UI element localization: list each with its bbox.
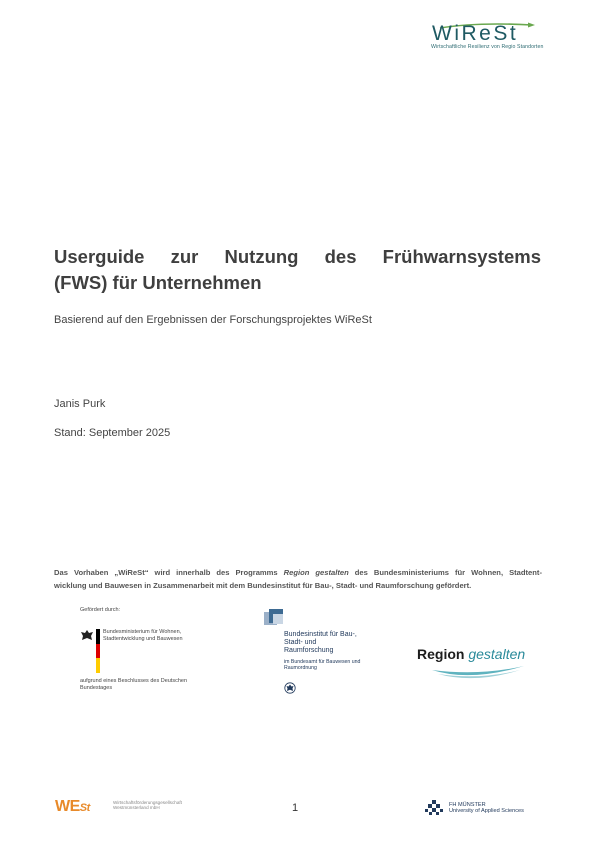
bbsr-name: Bundesinstitut für Bau-, Stadt- und Raumforschung: [284, 631, 357, 654]
document-author: Janis Purk: [54, 398, 106, 410]
federal-eagle-icon: [80, 629, 94, 643]
wirest-logo-text: WiReSt: [432, 22, 519, 45]
german-flag-icon: [96, 629, 100, 673]
funding-note-line2: wicklung und Bauwesen in Zusammenarbeit mit dem Bundesinstitut für Bau-, Stadt- und Raumforschung gefördert.: [54, 581, 472, 590]
bbsr-square-icon: [273, 614, 283, 624]
bmwsb-logo: [78, 607, 188, 697]
document-title: [54, 244, 541, 296]
document-date: Stand: September 2025: [54, 427, 171, 439]
document-title-line2: (FWS) für Unternehmen: [54, 272, 262, 293]
bbsr-logo: [262, 609, 372, 699]
fh-muenster-tagline: University of Applied Sciences: [449, 808, 524, 815]
region-word: Region: [417, 646, 465, 662]
west-logo-st: St: [79, 802, 90, 814]
bundestag-resolution-note: aufgrund eines Beschlusses des Deutschen Bundestages: [80, 678, 188, 691]
region-wave-icon: [430, 664, 526, 682]
west-logo-we: WE: [55, 798, 80, 815]
west-logo-subtitle: Wirtschaftsförderungsgesellschaft Westmünsterland mbH: [113, 800, 182, 811]
west-logo-text: [55, 798, 90, 816]
west-logo: [55, 798, 182, 818]
funding-note: [54, 566, 542, 592]
wirest-logo: [428, 22, 544, 54]
wirest-logo-subtitle: Wirtschaftliche Resilienz von Regio Standorten: [431, 44, 544, 50]
fh-muenster-name: FH MÜNSTER: [449, 802, 486, 808]
funding-program-name: Region gestalten: [283, 568, 349, 577]
bmwsb-name: Bundesministerium für Wohnen, Stadtentwicklung und Bauwesen: [103, 629, 183, 642]
fh-muenster-text: [449, 802, 524, 815]
funding-note-text: Das Vorhaben „WiReSt“ wird innerhalb des Programms: [54, 568, 284, 577]
bbsr-subtitle: im Bundesamt für Bauwesen und Raumordnung: [284, 659, 361, 671]
fh-muenster-logo: [425, 800, 540, 818]
document-title-line1: Userguide zur Nutzung des Frühwarnsystems: [54, 246, 541, 267]
page-number: 1: [292, 802, 299, 814]
gestalten-word: gestalten: [468, 646, 526, 662]
document-subtitle: Basierend auf den Ergebnissen der Forschungsprojektes WiReSt: [54, 314, 372, 326]
region-gestalten-text: [417, 646, 525, 662]
funded-by-label: Gefördert durch:: [80, 607, 121, 613]
federal-eagle-icon: [284, 682, 296, 694]
funding-note-text: des Bundesministeriums für Wohnen, Stadtent-: [348, 568, 542, 577]
region-gestalten-logo: [416, 646, 526, 682]
fh-muenster-icon: [425, 800, 443, 816]
funding-note-line1: [54, 566, 542, 579]
